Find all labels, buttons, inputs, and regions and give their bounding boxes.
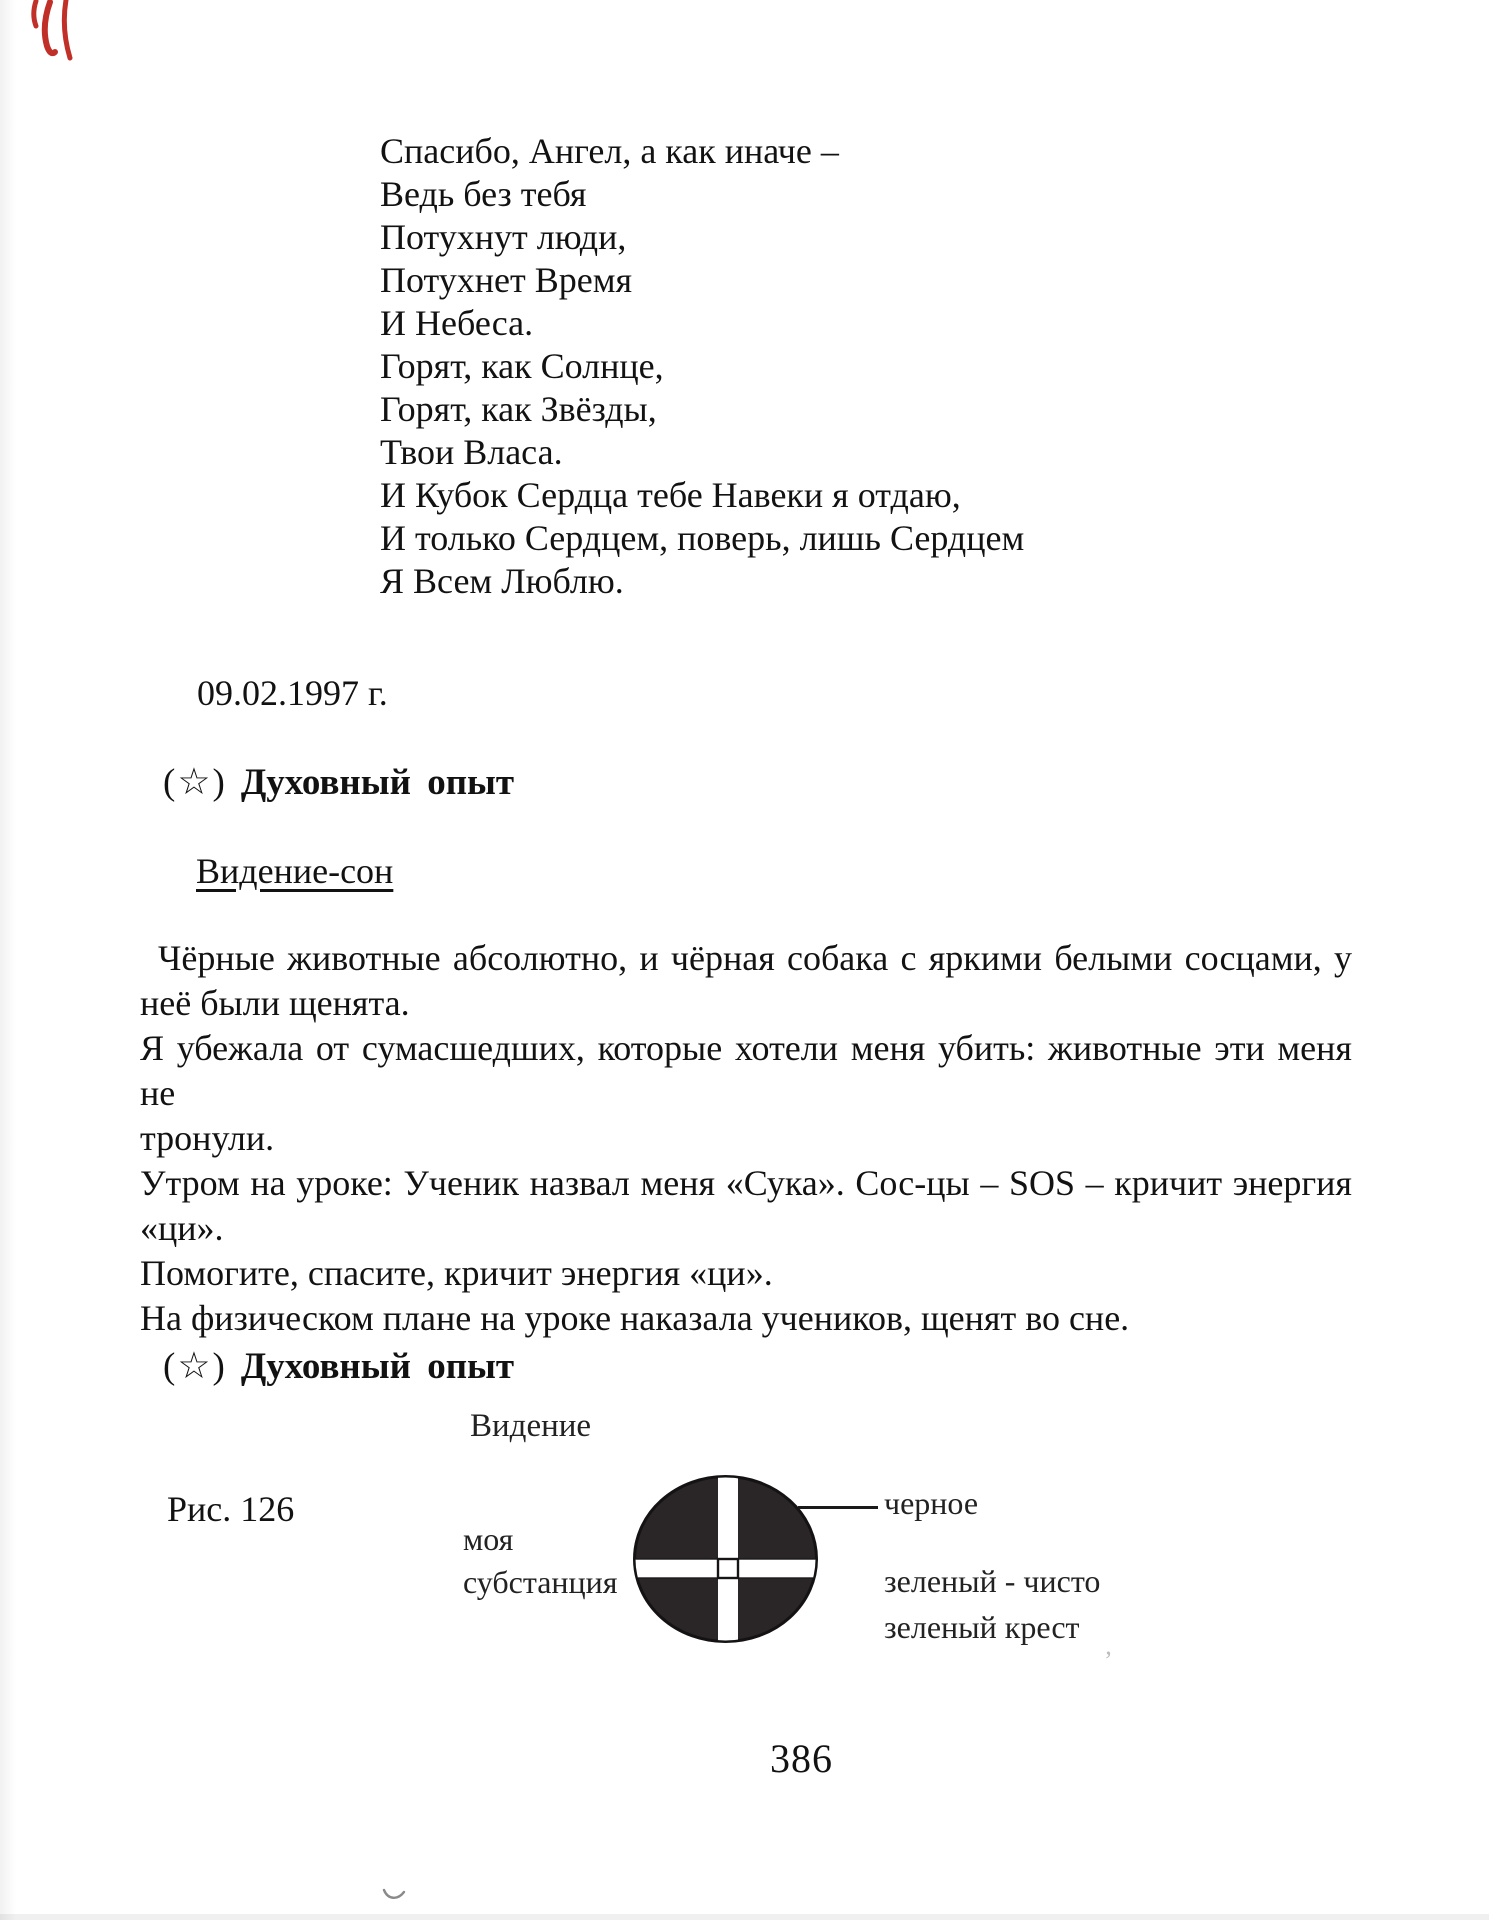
- figure-left-label-line: субстанция: [463, 1564, 618, 1600]
- poem-line: Твои Власа.: [380, 432, 563, 472]
- scan-speck-artifact: ’: [1104, 1646, 1113, 1675]
- poem-block: [380, 130, 1024, 603]
- section-heading: [163, 760, 514, 804]
- body-line: Помогите, спасите, кричит энергия «ци».: [140, 1253, 773, 1293]
- figure-left-label: [463, 1518, 618, 1604]
- body-line: Я убежала от сумасшедших, которые хотели меня убить: животные эти меня не: [140, 1028, 1352, 1113]
- body-line: «ци».: [140, 1208, 224, 1248]
- subsection-title: Видение-сон: [196, 851, 394, 891]
- figure-number-label: Рис. 126: [167, 1489, 295, 1529]
- poem-line: И Кубок Сердца тебе Навеки я отдаю,: [380, 475, 961, 515]
- body-line: Утром на уроке: Ученик назвал меня «Сука». Сос-цы – SOS – кричит энергия: [140, 1163, 1352, 1203]
- figure-callout-black: черное: [884, 1485, 979, 1521]
- figure-left-label-line: моя: [463, 1521, 514, 1557]
- section-heading-text: Духовный опыт: [240, 1346, 515, 1387]
- poem-line: И только Сердцем, поверь, лишь Сердцем: [380, 518, 1025, 558]
- body-text-block: [140, 936, 1352, 1341]
- body-line: неё были щенята.: [140, 983, 410, 1023]
- star-marker-icon: (☆): [163, 1346, 227, 1387]
- poem-line: Спасибо, Ангел, а как иначе –: [380, 131, 839, 171]
- body-line: На физическом плане на уроке наказала учеников, щенят во сне.: [140, 1298, 1130, 1338]
- scan-edge-shadow-left: [0, 0, 16, 1920]
- black-circle-with-white-cross-diagram: [633, 1475, 818, 1643]
- figure-callout-green-line: зеленый крест: [884, 1609, 1080, 1645]
- section-heading-text: Духовный опыт: [240, 762, 515, 803]
- red-pen-mark-artifact: [20, 0, 84, 72]
- poem-line: Ведь без тебя: [380, 174, 587, 214]
- section-heading: [163, 1344, 514, 1388]
- entry-date: 09.02.1997 г.: [197, 673, 388, 713]
- star-marker-icon: (☆): [163, 762, 227, 803]
- poem-line: И Небеса.: [380, 303, 534, 343]
- poem-line: Горят, как Звёзды,: [380, 389, 657, 429]
- scan-edge-shadow-bottom: [0, 1914, 1489, 1920]
- callout-leader-line: [798, 1506, 878, 1509]
- center-square: [718, 1559, 738, 1578]
- body-line: тронули.: [140, 1118, 275, 1158]
- figure-callout-green: [884, 1558, 1100, 1650]
- scan-speck-artifact: [376, 1884, 416, 1908]
- figure-callout-green-line: зеленый - чисто: [884, 1563, 1101, 1599]
- page-number: 386: [770, 1736, 833, 1781]
- poem-line: Потухнет Время: [380, 260, 633, 300]
- poem-line: Горят, как Солнце,: [380, 346, 664, 386]
- body-line: Чёрные животные абсолютно, и чёрная собака с яркими белыми сосцами, у: [158, 938, 1352, 978]
- poem-line: Потухнут люди,: [380, 217, 627, 257]
- poem-line: Я Всем Люблю.: [380, 561, 624, 601]
- figure-caption: Видение: [470, 1408, 592, 1444]
